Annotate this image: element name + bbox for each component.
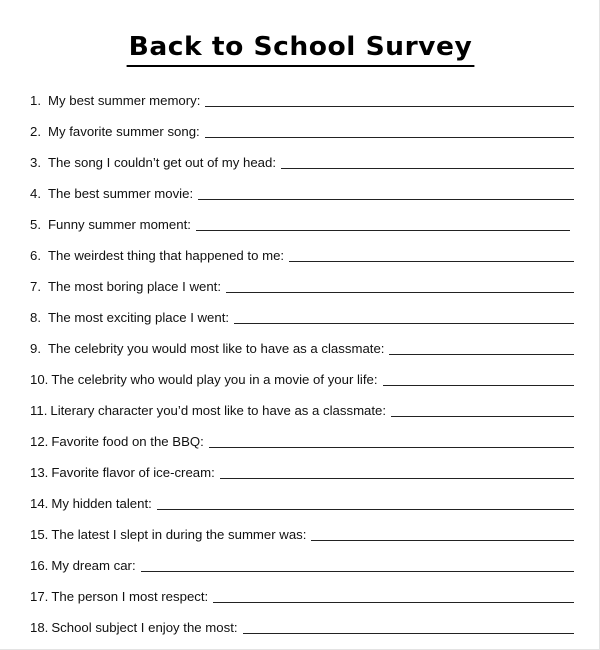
question-number: 8. — [30, 310, 41, 325]
title-container — [0, 30, 600, 67]
question-number: 3. — [30, 155, 41, 170]
question-item — [30, 388, 574, 419]
answer-line[interactable] — [213, 590, 574, 603]
question-item — [30, 419, 574, 450]
answer-line[interactable] — [243, 621, 574, 634]
question-text: My best summer memory: — [48, 93, 201, 108]
question-text: Literary character you’d most like to have as a classmate: — [50, 403, 387, 418]
question-text: The most exciting place I went: — [48, 310, 230, 325]
question-item — [30, 481, 574, 512]
question-number: 2. — [30, 124, 41, 139]
question-number: 16. — [30, 558, 49, 573]
answer-line[interactable] — [391, 404, 574, 417]
answer-line[interactable] — [289, 249, 574, 262]
question-number: 17. — [30, 589, 49, 604]
answer-line[interactable] — [281, 156, 574, 169]
question-text: The song I couldn’t get out of my head: — [48, 155, 276, 170]
question-text: The celebrity you would most like to have as a classmate: — [48, 341, 385, 356]
question-text: Favorite flavor of ice-cream: — [51, 465, 215, 480]
question-text: The best summer movie: — [48, 186, 194, 201]
answer-line[interactable] — [226, 280, 574, 293]
question-number: 18. — [30, 620, 49, 635]
question-text: Favorite food on the BBQ: — [51, 434, 204, 449]
question-number: 4. — [30, 186, 41, 201]
question-text: The celebrity who would play you in a movie of your life: — [51, 372, 378, 387]
answer-line[interactable] — [209, 435, 574, 448]
question-item — [30, 264, 574, 295]
question-number: 10. — [30, 372, 49, 387]
question-item — [30, 326, 574, 357]
question-item — [30, 357, 574, 388]
question-text: Funny summer moment: — [48, 217, 191, 232]
question-item — [30, 605, 574, 636]
page-title: Back to School Survey — [126, 30, 474, 67]
answer-line[interactable] — [389, 342, 574, 355]
answer-line[interactable] — [383, 373, 574, 386]
question-list — [30, 78, 574, 636]
question-number: 7. — [30, 279, 41, 294]
question-item — [30, 171, 574, 202]
question-item — [30, 78, 574, 109]
question-text: School subject I enjoy the most: — [51, 620, 238, 635]
question-number: 14. — [30, 496, 49, 511]
answer-line[interactable] — [196, 218, 570, 231]
question-item — [30, 295, 574, 326]
question-number: 9. — [30, 341, 41, 356]
answer-line[interactable] — [234, 311, 574, 324]
answer-line[interactable] — [205, 94, 574, 107]
question-number: 12. — [30, 434, 49, 449]
answer-line[interactable] — [141, 559, 574, 572]
question-number: 15. — [30, 527, 49, 542]
question-item — [30, 109, 574, 140]
answer-line[interactable] — [205, 125, 574, 138]
question-item — [30, 574, 574, 605]
question-text: My hidden talent: — [51, 496, 152, 511]
question-text: The latest I slept in during the summer was: — [51, 527, 307, 542]
question-text: The weirdest thing that happened to me: — [48, 248, 285, 263]
question-text: My dream car: — [51, 558, 136, 573]
question-number: 5. — [30, 217, 41, 232]
question-item — [30, 202, 574, 233]
question-item — [30, 512, 574, 543]
question-number: 6. — [30, 248, 41, 263]
answer-line[interactable] — [198, 187, 574, 200]
answer-line[interactable] — [220, 466, 574, 479]
question-text: The most boring place I went: — [48, 279, 221, 294]
answer-line[interactable] — [311, 528, 574, 541]
answer-line[interactable] — [157, 497, 574, 510]
question-text: The person I most respect: — [51, 589, 209, 604]
question-number: 1. — [30, 93, 41, 108]
question-item — [30, 233, 574, 264]
question-item — [30, 140, 574, 171]
question-item — [30, 450, 574, 481]
question-text: My favorite summer song: — [48, 124, 200, 139]
question-number: 13. — [30, 465, 49, 480]
question-item — [30, 543, 574, 574]
question-number: 11. — [30, 403, 48, 418]
